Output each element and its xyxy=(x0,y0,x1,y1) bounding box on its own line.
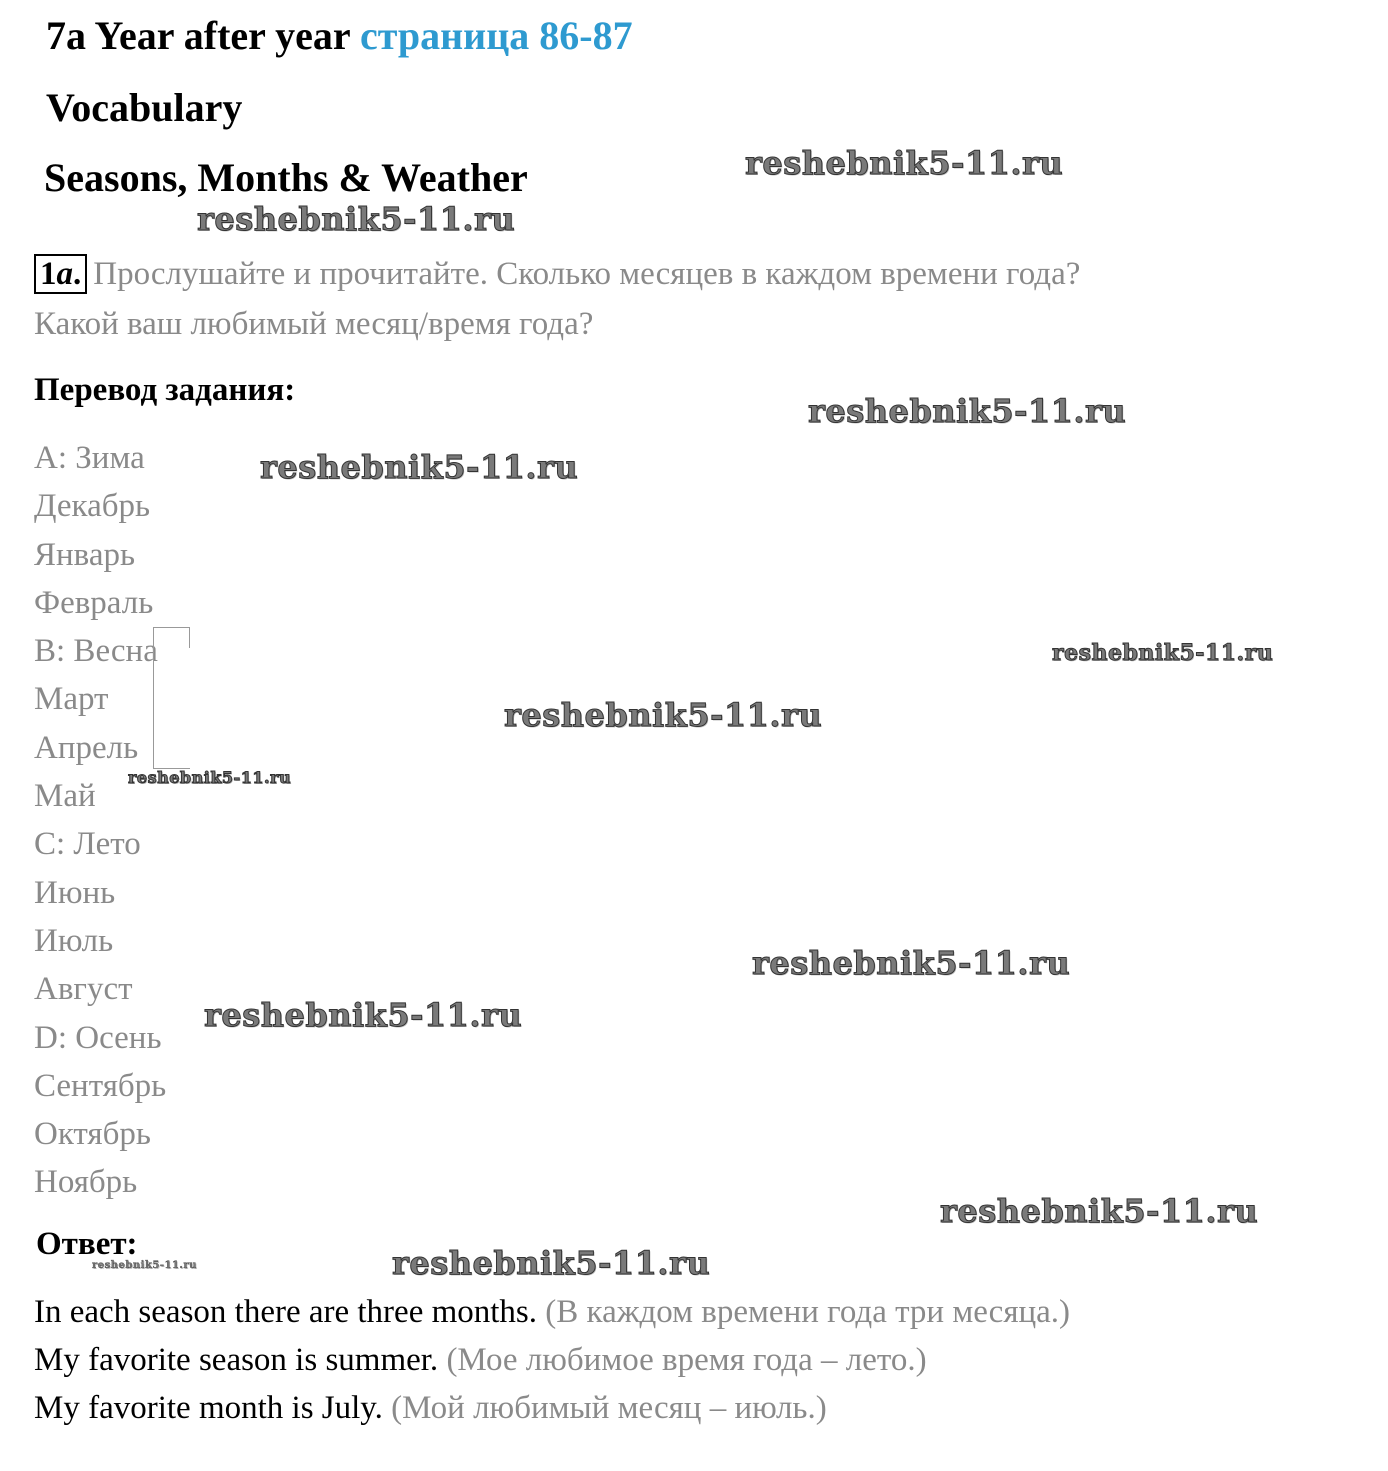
watermark: reshebnik5-11.ru xyxy=(392,1244,711,1282)
task-number: 1 xyxy=(40,256,57,292)
page-title xyxy=(46,12,633,59)
watermark: reshebnik5-11.ru xyxy=(1052,640,1274,666)
task-instruction xyxy=(34,254,1080,294)
list-item: Апрель xyxy=(34,729,139,766)
answer-russian: (В каждом времени года три месяца.) xyxy=(545,1294,1071,1330)
watermark: reshebnik5-11.ru xyxy=(128,768,292,787)
task-letter: a xyxy=(56,256,73,292)
task-number-box xyxy=(34,254,87,294)
translation-list xyxy=(34,434,166,1207)
watermark: reshebnik5-11.ru xyxy=(197,200,516,238)
watermark: reshebnik5-11.ru xyxy=(940,1192,1259,1230)
list-item: Август xyxy=(34,971,133,1008)
answer-russian: (Мой любимый месяц – июль.) xyxy=(391,1390,827,1426)
list-item: Июль xyxy=(34,922,114,959)
watermark: reshebnik5-11.ru xyxy=(808,392,1127,430)
task-dot: . xyxy=(73,256,82,292)
answer-english: My favorite month is July. xyxy=(34,1390,383,1426)
answer-english: In each season there are three months. xyxy=(34,1294,538,1330)
task-instruction-line-2: Какой ваш любимый месяц/время года? xyxy=(34,306,594,342)
answer-english: My favorite season is summer. xyxy=(34,1342,439,1378)
list-item: Ноябрь xyxy=(34,1164,138,1201)
list-item: Февраль xyxy=(34,584,154,621)
decorative-frame xyxy=(153,627,190,769)
task-instruction-line-1: Прослушайте и прочитайте. Сколько месяцев в каждом времени года? xyxy=(93,256,1081,292)
watermark: reshebnik5-11.ru xyxy=(204,996,523,1034)
list-item: Март xyxy=(34,681,109,718)
answer-russian: (Мое любимое время года – лето.) xyxy=(446,1342,927,1378)
answer-heading: Ответ: xyxy=(36,1226,138,1262)
list-item: Декабрь xyxy=(34,488,151,525)
list-item: A: Зима xyxy=(34,440,145,476)
list-item: Сентябрь xyxy=(34,1067,167,1104)
title-text: 7a Year after year xyxy=(46,13,350,58)
watermark: reshebnik5-11.ru xyxy=(745,144,1064,182)
answer-line xyxy=(34,1384,1070,1432)
translation-heading: Перевод задания: xyxy=(34,372,296,408)
watermark: reshebnik5-11.ru xyxy=(92,1260,197,1271)
list-item: C: Лето xyxy=(34,826,141,863)
watermark: reshebnik5-11.ru xyxy=(260,448,579,486)
list-item: Июнь xyxy=(34,874,116,911)
list-item: Май xyxy=(34,778,96,815)
answer-list xyxy=(34,1288,1070,1432)
watermark: reshebnik5-11.ru xyxy=(504,696,823,734)
list-item: D: Осень xyxy=(34,1019,162,1056)
page-reference: страница 86-87 xyxy=(359,13,633,58)
subsection-heading: Seasons, Months & Weather xyxy=(44,155,528,200)
list-item: Октябрь xyxy=(34,1116,151,1153)
section-heading: Vocabulary xyxy=(46,85,243,130)
answer-line xyxy=(34,1336,1070,1384)
watermark: reshebnik5-11.ru xyxy=(752,944,1071,982)
list-item: B: Весна xyxy=(34,633,158,670)
answer-line xyxy=(34,1288,1070,1336)
list-item: Январь xyxy=(34,536,136,573)
